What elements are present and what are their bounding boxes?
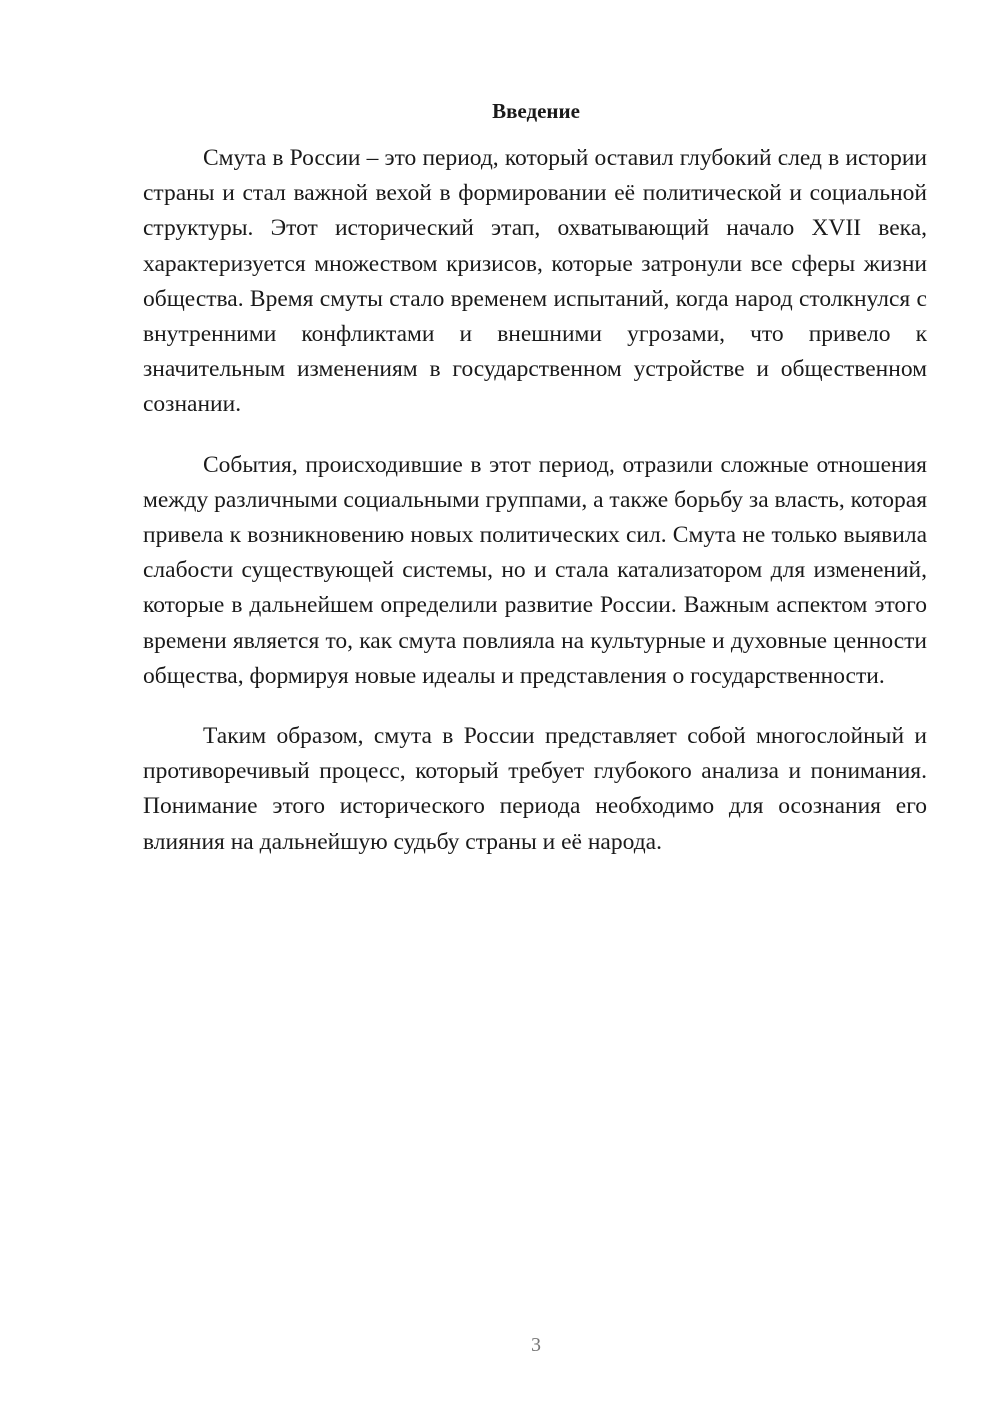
paragraph-1: Смута в России – это период, который оставил глубокий след в истории страны и стал важной вехой в формировании её политической и социальной структуры. Этот исторический этап, охватывающий начало XVII века, характеризуется множеством кризисов, которые затронули все сферы жизни общества. Время смуты стало временем испытаний, когда народ столкнулся с внутренними конфликтами и внешними угрозами, что привело к значительным изменениям в государственном устройстве и общественном сознании. <box>143 145 927 418</box>
section-heading: Введение <box>492 99 580 123</box>
paragraph-2: События, происходившие в этот период, отразили сложные отношения между различными социальными группами, а также борьбу за власть, которая привела к возникновению новых политических сил. Смута не только выявила слабости существующей системы, но и стала катализатором для изменений, которые в дальнейшем определили развитие России. Важным аспектом этого времени является то, как смута повлияла на культурные и духовные ценности общества, формируя новые идеалы и представления о государственности. <box>143 451 927 689</box>
body-text <box>143 141 927 885</box>
page-number: 3 <box>531 1334 541 1356</box>
paragraph-3: Таким образом, смута в России представляет собой многослойный и противоречивый процесс, который требует глубокого анализа и понимания. Понимание этого исторического периода необходимо для осознания его влияния на дальнейшую судьбу страны и её народа. <box>143 723 927 855</box>
